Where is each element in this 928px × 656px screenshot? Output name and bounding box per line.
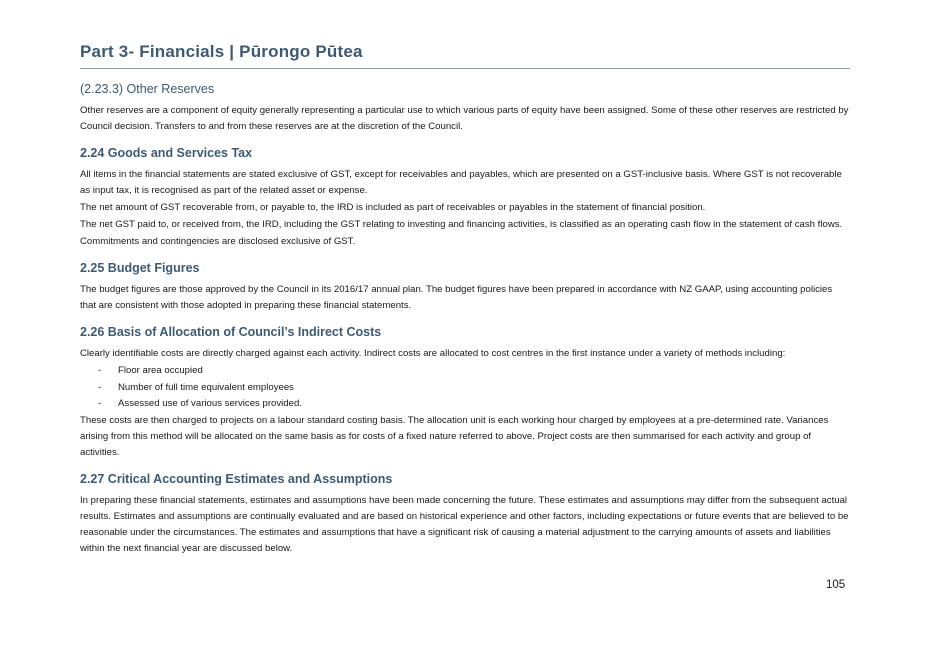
paragraph: Other reserves are a component of equity generally representing a particular use to which various parts of equity have been assigned. Some of these other reserves are restricted by Council decision. Transfers to and from these reserves are at the discretion of the Council.	[80, 105, 849, 132]
section-heading: (2.23.3) Other Reserves	[80, 82, 215, 96]
document-page	[80, 40, 850, 558]
bullet-marker: -	[98, 365, 102, 376]
list-item	[80, 380, 850, 397]
list-item-text: Floor area occupied	[118, 365, 203, 376]
paragraph: Clearly identifiable costs are directly charged against each activity. Indirect costs are allocated to cost centres in the first instance under a variety of methods including:	[80, 348, 786, 359]
section-heading: 2.24 Goods and Services Tax	[80, 146, 253, 160]
list-item	[80, 363, 850, 380]
list-item-text: Number of full time equivalent employees	[118, 381, 294, 393]
section-heading: 2.25 Budget Figures	[80, 261, 200, 275]
paragraph: Commitments and contingencies are disclosed exclusive of GST.	[80, 236, 356, 247]
section-heading: 2.27 Critical Accounting Estimates and Assumptions	[80, 471, 393, 486]
paragraph: In preparing these financial statements, estimates and assumptions have been made concerning the future. These estimates and assumptions may differ from the subsequent actual results. Estimates and assumptions are continually evaluated and are based on historical experience and other factors, including expectations or future events that are believed to be reasonable under the circumstances. The estimates and assumptions that have a significant risk of causing a material adjustment to the carrying amounts of assets and liabilities within the next financial year are discussed below.	[80, 494, 849, 554]
paragraph: The budget figures are those approved by the Council in its 2016/17 annual plan. The budget figures have been prepared in accordance with NZ GAAP, using accounting policies that are consistent with those adopted in preparing these financial statements.	[80, 284, 833, 311]
section-estimates	[80, 471, 850, 557]
bullet-marker: -	[98, 398, 102, 409]
paragraph: These costs are then charged to projects on a labour standard costing basis. The allocation unit is each working hour charged by employees at a pre-determined rate. Variances arising from this method will be allocated on the same basis as for costs of a fixed nature referred to above. Project costs are then summarised for each activity and group of activities.	[80, 414, 829, 458]
page-title: Part 3- Financials | Pūrongo Pūtea	[80, 40, 850, 69]
section-gst	[80, 145, 850, 250]
section-heading: 2.26 Basis of Allocation of Council’s Indirect Costs	[80, 325, 382, 339]
list-item	[80, 396, 850, 413]
section-other-reserves	[80, 81, 850, 135]
bullet-marker: -	[98, 381, 102, 393]
paragraph: All items in the financial statements are stated exclusive of GST, except for receivables and payables, which are presented on a GST-inclusive basis. Where GST is not recoverable as input tax, it is recognised as part of the related asset or expense.	[80, 169, 842, 196]
page-number: 105	[826, 579, 846, 591]
paragraph: The net amount of GST recoverable from, or payable to, the IRD is included as part of receivables or payables in the statement of financial position.	[80, 202, 706, 213]
list-item-text: Assessed use of various services provided.	[118, 398, 302, 409]
paragraph: The net GST paid to, or received from, the IRD, including the GST relating to investing and financing activities, is classified as an operating cash flow in the statement of cash flows.	[80, 219, 843, 230]
bullet-list	[80, 363, 850, 413]
section-indirect-costs	[80, 324, 850, 461]
section-budget	[80, 260, 850, 314]
